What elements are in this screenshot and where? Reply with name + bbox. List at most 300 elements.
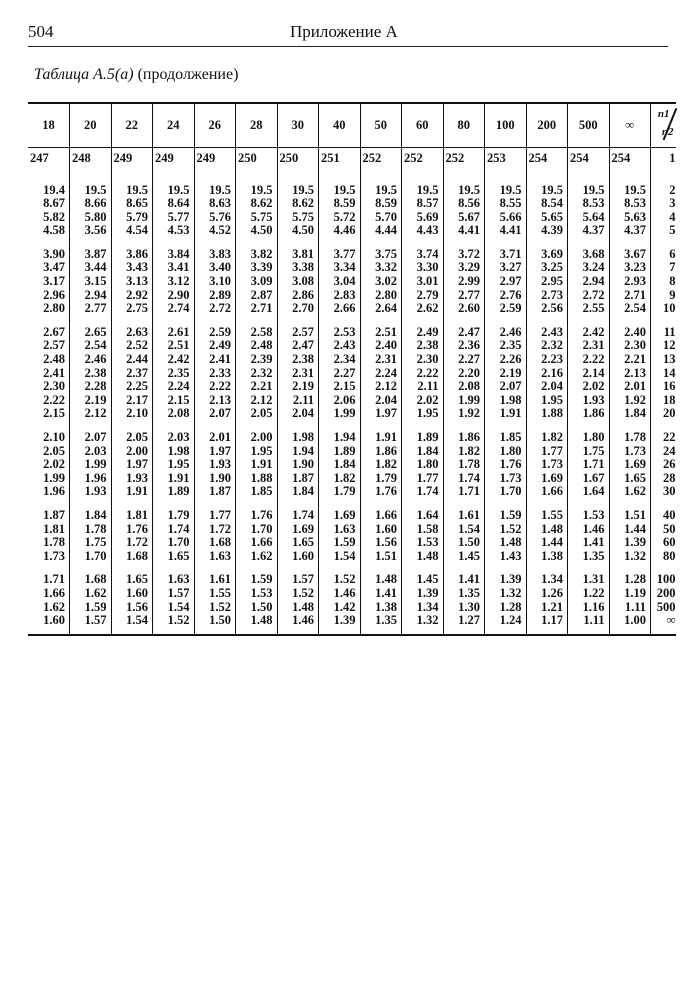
table-cell: 2.42 bbox=[568, 316, 610, 340]
table-cell: 5.69 bbox=[402, 211, 444, 225]
table-cell: 19.5 bbox=[111, 174, 153, 198]
table-cell: 1.28 bbox=[609, 563, 651, 587]
table-cell: 2.92 bbox=[111, 289, 153, 303]
table-cell: 3.90 bbox=[43, 246, 65, 261]
table-cell: 2.21 bbox=[609, 353, 651, 367]
table-cell: 1.87 bbox=[194, 485, 236, 499]
column-header-n1: 40 bbox=[319, 103, 361, 147]
table-cell: 1.66 bbox=[360, 499, 402, 523]
table-row bbox=[28, 587, 676, 601]
row-label-n2: 13 bbox=[651, 353, 676, 367]
table-cell: 252 bbox=[443, 147, 485, 174]
table-cell: 5.67 bbox=[443, 211, 485, 225]
table-cell: 1.67 bbox=[568, 472, 610, 486]
table-cell: 2.04 bbox=[360, 394, 402, 408]
table-cell: 1.70 bbox=[485, 485, 527, 499]
column-header-n1: 22 bbox=[111, 103, 153, 147]
table-cell: 1.46 bbox=[319, 587, 361, 601]
row-label-n2: 200 bbox=[651, 587, 676, 601]
row-label-n2: 50 bbox=[651, 523, 676, 537]
column-header-n1: 200 bbox=[526, 103, 568, 147]
table-cell: 1.53 bbox=[236, 587, 278, 601]
table-cell: 3.12 bbox=[153, 275, 195, 289]
table-cell: 2.63 bbox=[111, 316, 153, 340]
table-row bbox=[28, 197, 676, 211]
table-cell: 3.29 bbox=[443, 261, 485, 275]
table-cell: 2.33 bbox=[194, 367, 236, 381]
table-cell: 1.64 bbox=[568, 485, 610, 499]
table-caption-continued: (продолжение) bbox=[137, 66, 239, 83]
table-cell: 1.39 bbox=[485, 563, 527, 587]
table-cell: 2.54 bbox=[609, 302, 651, 316]
table-cell: 5.64 bbox=[568, 211, 610, 225]
table-cell: 2.05 bbox=[43, 443, 65, 458]
table-cell: 1.46 bbox=[568, 523, 610, 537]
header-row bbox=[28, 103, 676, 147]
table-cell: 1.69 bbox=[526, 472, 568, 486]
table-cell: 2.07 bbox=[194, 407, 236, 421]
table-cell: 3.74 bbox=[402, 238, 444, 262]
table-cell: 1.76 bbox=[485, 458, 527, 472]
table-cell: 1.98 bbox=[277, 421, 319, 445]
table-cell: 2.32 bbox=[236, 367, 278, 381]
table-cell: 1.60 bbox=[111, 587, 153, 601]
table-cell: 2.72 bbox=[568, 289, 610, 303]
table-cell: 1.93 bbox=[70, 485, 112, 499]
table-cell: 1.57 bbox=[70, 614, 112, 635]
table-cell: 1.16 bbox=[568, 601, 610, 615]
table-cell: 1.84 bbox=[70, 499, 112, 523]
table-cell: 2.83 bbox=[319, 289, 361, 303]
table-row bbox=[28, 550, 676, 564]
table-cell: 2.60 bbox=[443, 302, 485, 316]
table-cell: 1.89 bbox=[153, 485, 195, 499]
table-cell: 8.63 bbox=[194, 197, 236, 211]
table-cell: 2.30 bbox=[609, 339, 651, 353]
row-label-n2: 6 bbox=[651, 238, 676, 262]
table-cell: 1.54 bbox=[319, 550, 361, 564]
table-cell: 1.87 bbox=[43, 507, 65, 522]
table-cell: 2.47 bbox=[443, 316, 485, 340]
table-cell: 2.56 bbox=[526, 302, 568, 316]
table-cell: 1.74 bbox=[443, 472, 485, 486]
table-cell: 2.76 bbox=[485, 289, 527, 303]
table-cell: 1.11 bbox=[568, 614, 610, 635]
table-cell: 2.67 bbox=[43, 324, 65, 339]
table-cell: 1.41 bbox=[568, 536, 610, 550]
table-cell: 2.61 bbox=[153, 316, 195, 340]
table-cell: 1.53 bbox=[402, 536, 444, 550]
table-cell: 1.43 bbox=[485, 550, 527, 564]
table-cell: 2.02 bbox=[568, 380, 610, 394]
table-cell: 3.83 bbox=[194, 238, 236, 262]
table-cell: 2.08 bbox=[443, 380, 485, 394]
table-cell: 1.48 bbox=[277, 601, 319, 615]
table-row bbox=[28, 458, 676, 472]
row-label-n2: 4 bbox=[651, 211, 676, 225]
table-cell: 2.59 bbox=[485, 302, 527, 316]
table-cell: 2.71 bbox=[236, 302, 278, 316]
table-cell: 1.32 bbox=[609, 550, 651, 564]
table-cell: 2.12 bbox=[360, 380, 402, 394]
table-cell: 2.06 bbox=[319, 394, 361, 408]
table-cell: 3.84 bbox=[153, 238, 195, 262]
table-cell: 1.68 bbox=[70, 563, 112, 587]
table-cell: 3.10 bbox=[194, 275, 236, 289]
table-cell: 2.36 bbox=[443, 339, 485, 353]
table-cell: 8.56 bbox=[443, 197, 485, 211]
table-cell: 4.37 bbox=[568, 224, 610, 238]
table-cell: 249 bbox=[153, 147, 195, 174]
row-label-n2: 3 bbox=[651, 197, 676, 211]
table-cell: 2.70 bbox=[277, 302, 319, 316]
table-cell: 3.71 bbox=[485, 238, 527, 262]
table-cell: 250 bbox=[236, 147, 278, 174]
table-row bbox=[28, 523, 676, 537]
table-cell: 1.54 bbox=[153, 601, 195, 615]
table-cell: 1.21 bbox=[526, 601, 568, 615]
table-cell: 19.5 bbox=[277, 174, 319, 198]
table-cell: 1.63 bbox=[194, 550, 236, 564]
table-caption-title: Таблица А.5(а) bbox=[34, 66, 134, 83]
table-cell: 252 bbox=[360, 147, 402, 174]
table-cell: 1.50 bbox=[194, 614, 236, 635]
table-cell: 1.76 bbox=[360, 485, 402, 499]
table-cell: 3.32 bbox=[360, 261, 402, 275]
table-cell: 1.71 bbox=[443, 485, 485, 499]
table-cell: 1.86 bbox=[360, 445, 402, 459]
table-cell: 1.82 bbox=[526, 421, 568, 445]
table-cell: 2.35 bbox=[153, 367, 195, 381]
table-cell: 3.77 bbox=[319, 238, 361, 262]
table-cell: 254 bbox=[526, 147, 568, 174]
table-cell: 1.55 bbox=[526, 499, 568, 523]
table-cell: 1.99 bbox=[43, 470, 65, 485]
table-cell: 1.89 bbox=[319, 445, 361, 459]
table-cell: 1.19 bbox=[609, 587, 651, 601]
table-cell: 1.59 bbox=[485, 499, 527, 523]
table-cell: 2.77 bbox=[443, 289, 485, 303]
table-cell: 1.90 bbox=[277, 458, 319, 472]
table-cell: 1.88 bbox=[236, 472, 278, 486]
row-label-n2: 12 bbox=[651, 339, 676, 353]
table-row bbox=[28, 261, 676, 275]
table-cell: 1.56 bbox=[111, 601, 153, 615]
row-label-n2: 10 bbox=[651, 302, 676, 316]
table-row bbox=[28, 367, 676, 381]
table-cell: 1.85 bbox=[485, 421, 527, 445]
row-label-n2: 16 bbox=[651, 380, 676, 394]
table-cell: 3.27 bbox=[485, 261, 527, 275]
table-cell: 2.55 bbox=[568, 302, 610, 316]
table-cell: 2.49 bbox=[402, 316, 444, 340]
table-row bbox=[28, 563, 676, 587]
table-cell: 1.41 bbox=[360, 587, 402, 601]
table-cell: 1.35 bbox=[360, 614, 402, 635]
table-cell: 1.60 bbox=[28, 614, 70, 635]
row-label-n2: 80 bbox=[651, 550, 676, 564]
table-cell: 1.66 bbox=[526, 485, 568, 499]
table-cell: 2.31 bbox=[277, 367, 319, 381]
table-cell: 2.97 bbox=[485, 275, 527, 289]
table-cell: 1.41 bbox=[443, 563, 485, 587]
row-label-n2: 100 bbox=[651, 563, 676, 587]
table-cell: 1.78 bbox=[443, 458, 485, 472]
table-cell: 252 bbox=[402, 147, 444, 174]
table-cell: 2.57 bbox=[43, 338, 65, 353]
table-cell: 19.4 bbox=[43, 182, 65, 197]
table-cell: 2.80 bbox=[360, 289, 402, 303]
table-cell: 1.65 bbox=[609, 472, 651, 486]
table-cell: 1.71 bbox=[43, 572, 65, 587]
table-cell: 1.79 bbox=[153, 499, 195, 523]
table-cell: 1.82 bbox=[443, 445, 485, 459]
table-row bbox=[28, 421, 676, 445]
table-cell: 1.45 bbox=[443, 550, 485, 564]
table-cell: 2.28 bbox=[70, 380, 112, 394]
table-cell: 1.50 bbox=[236, 601, 278, 615]
table-cell: 2.26 bbox=[485, 353, 527, 367]
table-cell: 1.72 bbox=[194, 523, 236, 537]
column-header-n1: 24 bbox=[153, 103, 195, 147]
table-cell: 2.01 bbox=[609, 380, 651, 394]
table-cell: 2.94 bbox=[70, 289, 112, 303]
table-cell: 1.61 bbox=[194, 563, 236, 587]
table-cell: 2.14 bbox=[568, 367, 610, 381]
table-cell: 1.62 bbox=[609, 485, 651, 499]
table-row bbox=[28, 289, 676, 303]
table-row bbox=[28, 316, 676, 340]
table-cell: 1.65 bbox=[153, 550, 195, 564]
table-cell: 4.41 bbox=[485, 224, 527, 238]
table-cell: 2.31 bbox=[568, 339, 610, 353]
table-cell: 1.59 bbox=[319, 536, 361, 550]
table-cell: 1.73 bbox=[609, 445, 651, 459]
table-cell: 1.95 bbox=[402, 407, 444, 421]
table-cell: 1.31 bbox=[568, 563, 610, 587]
table-cell: 8.65 bbox=[111, 197, 153, 211]
table-cell: 19.5 bbox=[360, 174, 402, 198]
table-cell: 1.34 bbox=[402, 601, 444, 615]
row-label-n2: ∞ bbox=[651, 614, 676, 635]
table-row bbox=[28, 614, 676, 635]
table-cell: 1.99 bbox=[443, 394, 485, 408]
table-cell: 1.78 bbox=[70, 523, 112, 537]
table-cell: 2.23 bbox=[526, 353, 568, 367]
table-cell: 2.31 bbox=[360, 353, 402, 367]
table-cell: 2.59 bbox=[194, 316, 236, 340]
table-cell: 2.64 bbox=[360, 302, 402, 316]
table-cell: 2.05 bbox=[111, 421, 153, 445]
table-cell: 1.53 bbox=[568, 499, 610, 523]
table-cell: 2.15 bbox=[319, 380, 361, 394]
table-cell: 2.19 bbox=[70, 394, 112, 408]
table-cell: 2.96 bbox=[43, 287, 65, 302]
table-cell: 2.13 bbox=[194, 394, 236, 408]
table-cell: 1.70 bbox=[153, 536, 195, 550]
table-cell: 3.34 bbox=[319, 261, 361, 275]
table-cell: 1.88 bbox=[526, 407, 568, 421]
table-row bbox=[28, 211, 676, 225]
table-cell: 1.39 bbox=[402, 587, 444, 601]
table-cell: 1.71 bbox=[568, 458, 610, 472]
table-cell: 3.24 bbox=[568, 261, 610, 275]
table-cell: 1.76 bbox=[236, 499, 278, 523]
table-cell: 1.80 bbox=[568, 421, 610, 445]
table-cell: 2.05 bbox=[236, 407, 278, 421]
table-cell: 1.92 bbox=[609, 394, 651, 408]
table-cell: 2.11 bbox=[402, 380, 444, 394]
table-cell: 1.85 bbox=[236, 485, 278, 499]
table-cell: 4.39 bbox=[526, 224, 568, 238]
table-cell: 1.44 bbox=[526, 536, 568, 550]
table-cell: 2.40 bbox=[609, 316, 651, 340]
table-cell: 3.02 bbox=[360, 275, 402, 289]
column-header-n1: 26 bbox=[194, 103, 236, 147]
table-cell: 5.75 bbox=[236, 211, 278, 225]
table-caption bbox=[34, 66, 238, 84]
table-cell: 2.39 bbox=[236, 353, 278, 367]
table-cell: 1.50 bbox=[443, 536, 485, 550]
table-cell: 2.48 bbox=[43, 352, 65, 367]
table-cell: 2.35 bbox=[485, 339, 527, 353]
table-cell: 1.65 bbox=[277, 536, 319, 550]
table-cell: 1.91 bbox=[111, 485, 153, 499]
table-row bbox=[28, 302, 676, 316]
column-header-n1: 28 bbox=[236, 103, 278, 147]
table-cell: 2.93 bbox=[609, 275, 651, 289]
column-header-n1: 18 bbox=[28, 103, 70, 147]
table-cell: 1.17 bbox=[526, 614, 568, 635]
table-cell: 3.09 bbox=[236, 275, 278, 289]
table-cell: 2.19 bbox=[485, 367, 527, 381]
table-cell: 2.49 bbox=[194, 339, 236, 353]
table-cell: 19.5 bbox=[568, 174, 610, 198]
table-cell: 1.84 bbox=[402, 445, 444, 459]
column-header-n1: 30 bbox=[277, 103, 319, 147]
table-row bbox=[28, 394, 676, 408]
table-cell: 1.39 bbox=[319, 614, 361, 635]
table-cell: 3.56 bbox=[70, 224, 112, 238]
table-cell: 2.44 bbox=[111, 353, 153, 367]
table-cell: 4.37 bbox=[609, 224, 651, 238]
table-cell: 5.63 bbox=[609, 211, 651, 225]
table-cell: 2.38 bbox=[70, 367, 112, 381]
table-cell: 19.5 bbox=[194, 174, 236, 198]
table-cell: 1.54 bbox=[443, 523, 485, 537]
table-cell: 2.38 bbox=[277, 353, 319, 367]
table-cell: 1.60 bbox=[360, 523, 402, 537]
table-cell: 2.10 bbox=[43, 430, 65, 444]
table-cell: 1.98 bbox=[485, 394, 527, 408]
table-cell: 2.04 bbox=[277, 407, 319, 421]
table-cell: 2.00 bbox=[111, 445, 153, 459]
table-cell: 254 bbox=[568, 147, 610, 174]
table-cell: 2.43 bbox=[526, 316, 568, 340]
table-cell: 1.74 bbox=[402, 485, 444, 499]
table-cell: 251 bbox=[319, 147, 361, 174]
row-label-n2: 1 bbox=[651, 147, 676, 174]
table-cell: 5.80 bbox=[70, 211, 112, 225]
table-cell: 5.72 bbox=[319, 211, 361, 225]
table-cell: 1.76 bbox=[111, 523, 153, 537]
table-cell: 2.32 bbox=[526, 339, 568, 353]
table-cell: 1.84 bbox=[609, 407, 651, 421]
column-header-n1: 80 bbox=[443, 103, 485, 147]
corner-n1-label: n1 bbox=[657, 108, 670, 120]
table-cell: 1.11 bbox=[609, 601, 651, 615]
table-cell: 3.04 bbox=[319, 275, 361, 289]
table-cell: 19.5 bbox=[609, 174, 651, 198]
table-cell: 3.68 bbox=[568, 238, 610, 262]
table-cell: 2.51 bbox=[360, 316, 402, 340]
row-label-n2: 24 bbox=[651, 445, 676, 459]
table-cell: 1.79 bbox=[360, 472, 402, 486]
table-cell: 3.01 bbox=[402, 275, 444, 289]
table-cell: 8.59 bbox=[360, 197, 402, 211]
row-label-n2: 30 bbox=[651, 485, 676, 499]
table-cell: 247 bbox=[30, 150, 49, 165]
table-cell: 2.74 bbox=[153, 302, 195, 316]
table-cell: 1.79 bbox=[319, 485, 361, 499]
table-cell: 3.25 bbox=[526, 261, 568, 275]
running-title: Приложение А bbox=[290, 22, 398, 41]
table-cell: 2.27 bbox=[319, 367, 361, 381]
table-cell: 1.58 bbox=[402, 523, 444, 537]
table-cell: 2.62 bbox=[402, 302, 444, 316]
table-cell: 249 bbox=[194, 147, 236, 174]
table-cell: 8.59 bbox=[319, 197, 361, 211]
table-cell: 1.86 bbox=[568, 407, 610, 421]
table-cell: 2.12 bbox=[236, 394, 278, 408]
table-cell: 1.74 bbox=[153, 523, 195, 537]
table-cell: 2.01 bbox=[194, 421, 236, 445]
table-cell: 2.90 bbox=[153, 289, 195, 303]
table-cell: 8.64 bbox=[153, 197, 195, 211]
table-cell: 3.69 bbox=[526, 238, 568, 262]
table-cell: 1.56 bbox=[360, 536, 402, 550]
table-cell: 1.62 bbox=[236, 550, 278, 564]
table-cell: 19.5 bbox=[70, 174, 112, 198]
table-cell: 1.69 bbox=[319, 499, 361, 523]
table-cell: 4.58 bbox=[43, 223, 65, 238]
table-cell: 4.44 bbox=[360, 224, 402, 238]
row-label-n2: 11 bbox=[651, 316, 676, 340]
row-label-n2: 8 bbox=[651, 275, 676, 289]
table-cell: 3.67 bbox=[609, 238, 651, 262]
column-header-n1: 20 bbox=[70, 103, 112, 147]
table-cell: 2.89 bbox=[194, 289, 236, 303]
table-cell: 5.65 bbox=[526, 211, 568, 225]
table-cell: 1.89 bbox=[402, 421, 444, 445]
table-cell: 1.66 bbox=[43, 585, 65, 600]
table-cell: 1.26 bbox=[526, 587, 568, 601]
table-cell: 1.86 bbox=[443, 421, 485, 445]
row-label-n2: 26 bbox=[651, 458, 676, 472]
row-label-n2: 2 bbox=[651, 174, 676, 198]
header-rule bbox=[28, 46, 668, 47]
row-label-n2: 22 bbox=[651, 421, 676, 445]
table-cell: 1.68 bbox=[111, 550, 153, 564]
table-cell: 4.53 bbox=[153, 224, 195, 238]
table-cell: 2.27 bbox=[443, 353, 485, 367]
table-cell: 1.84 bbox=[319, 458, 361, 472]
column-header-n1: ∞ bbox=[609, 103, 651, 147]
table-cell: 2.99 bbox=[443, 275, 485, 289]
table-cell: 1.84 bbox=[277, 485, 319, 499]
table-row bbox=[28, 174, 676, 198]
table-cell: 1.96 bbox=[70, 472, 112, 486]
